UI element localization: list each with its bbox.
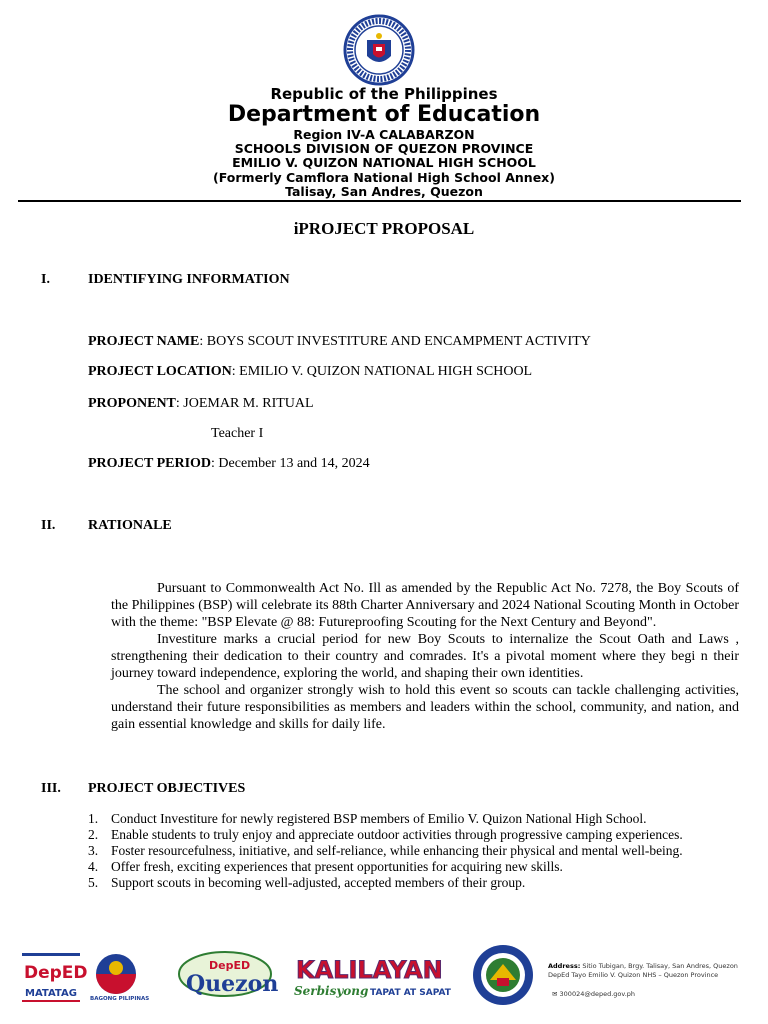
objective-number: 4.	[88, 859, 99, 874]
kalilayan-text: KALILAYAN	[296, 956, 443, 984]
bagong-pilipinas-text: BAGONG PILIPINAS	[90, 996, 150, 1002]
department-heading: Department of Education	[227, 102, 541, 127]
objective-text: Conduct Investiture for newly registered BSP members of Emilio V. Quizon National High School.	[111, 811, 647, 826]
project-period-value: : December 13 and 14, 2024	[211, 456, 370, 471]
deped-matatag-logo	[22, 953, 88, 1002]
email-text: 300024@deped.gov.ph	[559, 990, 636, 998]
project-period-label: PROJECT PERIOD	[88, 456, 212, 471]
quezon-deped-text: DepED	[209, 959, 251, 972]
address-label: Address:	[548, 962, 581, 970]
section-1-title: IDENTIFYING INFORMATION	[88, 272, 290, 287]
objectives-list	[88, 811, 728, 891]
region-line: Region IV-A CALABARZON	[293, 127, 475, 142]
section-1-number: I.	[41, 272, 50, 287]
project-name-value: : BOYS SCOUT INVESTITURE AND ENCAMPMENT ACTIVITY	[199, 334, 591, 349]
document-title: iPROJECT PROPOSAL	[293, 219, 475, 238]
deped-logo-text: DepED	[24, 963, 88, 983]
project-location-value: : EMILIO V. QUIZON NATIONAL HIGH SCHOOL	[231, 364, 533, 379]
objective-text: Offer fresh, exciting experiences that present opportunities for acquiring new skills.	[111, 859, 563, 874]
matatag-text: MATATAG	[25, 988, 77, 999]
proponent-value: : JOEMAR M. RITUAL	[175, 396, 314, 411]
kalilayan-logo	[294, 956, 452, 998]
section-3-title: PROJECT OBJECTIVES	[88, 781, 246, 796]
objective-number: 3.	[88, 843, 99, 858]
address-line-1: Sitio Tubigan, Brgy. Talisay, San Andres, Quezon	[582, 962, 738, 970]
list-item	[88, 843, 728, 859]
division-line: SCHOOLS DIVISION OF QUEZON PROVINCE	[234, 141, 534, 156]
bagong-pilipinas-logo	[90, 954, 149, 1002]
tapat-text: TAPAT AT SAPAT	[370, 988, 451, 998]
republic-heading: Republic of the Philippines	[270, 85, 498, 103]
objective-number: 2.	[88, 827, 99, 842]
rationale-paragraph: Pursuant to Commonwealth Act No. Ill as amended by the Republic Act No. 7278, the Boy Scouts of the Philippines (BSP) will celebrate its 88th Charter Anniversary and 2024 National Scouting Month in October with the theme: "BSP Elevate @ 88: Futureproofing Scouting for the Next Century and Beyond".	[111, 581, 739, 630]
school-line: EMILIO V. QUIZON NATIONAL HIGH SCHOOL	[232, 155, 536, 170]
objective-text: Foster resourcefulness, initiative, and self-reliance, while enhancing their physical and mental well-being.	[111, 843, 683, 858]
objective-text: Support scouts in becoming well-adjusted, accepted members of their group.	[111, 875, 526, 890]
section-3-number: III.	[41, 781, 61, 796]
footer-email	[552, 990, 635, 998]
quezon-text: Quezon	[186, 971, 279, 997]
formerly-line: (Formerly Camflora National High School Annex)	[213, 170, 555, 185]
section-2-number: II.	[41, 518, 56, 533]
deped-seal-icon	[343, 14, 415, 86]
objective-text: Enable students to truly enjoy and appreciate outdoor activities through progressive camping experiences.	[111, 827, 683, 842]
proponent-label: PROPONENT	[88, 396, 176, 411]
rationale-body	[111, 580, 739, 733]
section-2-title: RATIONALE	[88, 518, 172, 533]
list-item	[88, 859, 728, 875]
project-name-label: PROJECT NAME	[88, 334, 200, 349]
project-period-field	[88, 456, 370, 472]
address-line-2: DepEd Tayo Emilio V. Quizon NHS – Quezon Province	[548, 971, 719, 979]
project-location-field	[88, 364, 532, 380]
proponent-field	[88, 396, 314, 412]
list-item	[88, 827, 728, 843]
project-name-field	[88, 334, 591, 350]
school-seal-icon	[473, 945, 533, 1005]
header-divider	[18, 200, 741, 202]
rationale-paragraph: Investiture marks a crucial period for new Boy Scouts to internalize the Scout Oath and Laws , strengthening their dedication to their country and comrades. It's a pivotal moment where they begi n their journey toward independence, exploring the world, and shaping their own identities.	[111, 632, 739, 681]
proponent-position: Teacher I	[211, 426, 264, 441]
school-location-line: Talisay, San Andres, Quezon	[285, 184, 483, 199]
rationale-paragraph: The school and organizer strongly wish to hold this event so scouts can tackle challenging activities, understand their future responsibilities as members and leaders within the school, community, and nation, and gain essential knowledge and skills for daily life.	[111, 683, 739, 732]
deped-quezon-logo	[179, 952, 278, 997]
mail-icon: ✉	[552, 990, 558, 998]
footer-address	[548, 962, 738, 980]
list-item	[88, 875, 728, 891]
project-location-label: PROJECT LOCATION	[88, 364, 232, 379]
objective-number: 5.	[88, 875, 99, 890]
objective-number: 1.	[88, 811, 99, 826]
serbisyong-text: Serbisyong	[294, 984, 369, 998]
list-item	[88, 811, 728, 827]
